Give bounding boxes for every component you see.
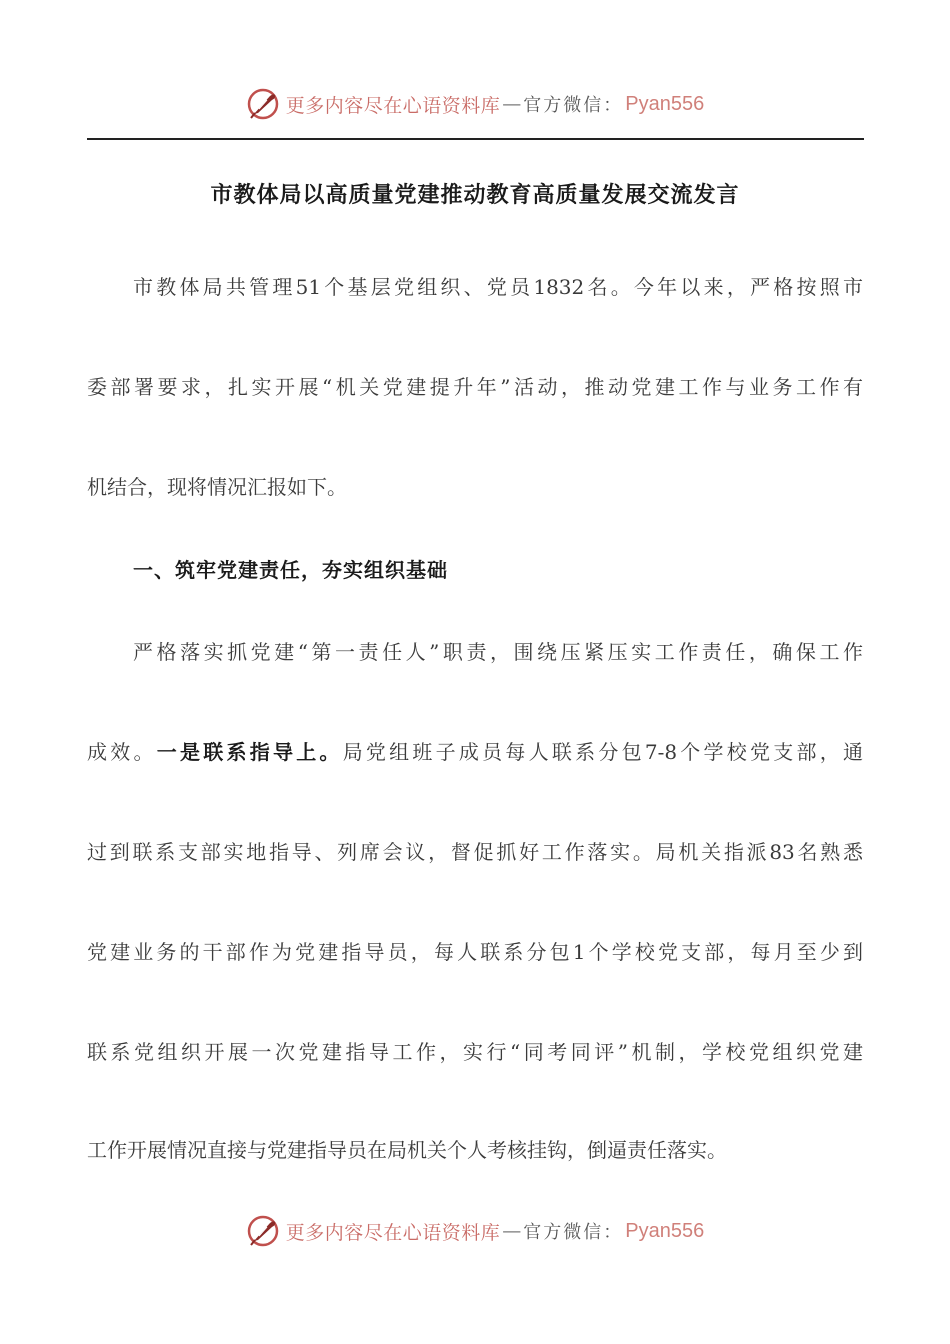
paragraph-line: 严格落实抓党建“第一责任人”职责，围绕压紧压实工作责任，确保工作	[133, 640, 863, 664]
paragraph-line: 委部署要求，扎实开展“机关党建提升年”活动，推动党建工作与业务工作有	[87, 375, 863, 399]
bold-emphasis: 一是联系指导上。	[156, 740, 343, 764]
section-heading: 一、筑牢党建责任，夯实组织基础	[133, 558, 448, 582]
promo-separator: —	[502, 1220, 522, 1242]
header-banner	[0, 84, 950, 124]
wechat-label: 官方微信：	[523, 1222, 624, 1243]
quill-pen-logo-icon	[246, 87, 280, 121]
paragraph-text: 局党组班子成员每人联系分包7-8个学校党支部，通	[342, 740, 864, 764]
paragraph-line: 过到联系支部实地指导、列席会议，督促抓好工作落实。局机关指派83名熟悉	[87, 840, 863, 864]
promo-separator: —	[502, 93, 522, 115]
wechat-id: Pyan556	[625, 92, 705, 115]
document-title: 市教体局以高质量党建推动教育高质量发展交流发言	[210, 183, 740, 208]
paragraph-line: 联系党组织开展一次党建指导工作，实行“同考同评”机制，学校党组织党建	[87, 1040, 863, 1064]
paragraph-line: 工作开展情况直接与党建指导员在局机关个人考核挂钩，倒逼责任落实。	[87, 1138, 727, 1162]
paragraph-line: 市教体局共管理51个基层党组织、党员1832名。今年以来，严格按照市	[133, 275, 863, 299]
wechat-label: 官方微信：	[523, 95, 624, 116]
paragraph-line	[87, 737, 863, 767]
promo-text: 更多内容尽在心语资料库	[285, 94, 501, 117]
wechat-id: Pyan556	[625, 1219, 705, 1242]
quill-pen-logo-icon	[246, 1214, 280, 1248]
footer-banner	[0, 1211, 950, 1251]
paragraph-line: 党建业务的干部作为党建指导员，每人联系分包1个学校党支部，每月至少到	[87, 940, 863, 964]
header-divider	[87, 138, 864, 140]
paragraph-line: 机结合，现将情况汇报如下。	[87, 475, 347, 499]
promo-text: 更多内容尽在心语资料库	[285, 1221, 501, 1244]
paragraph-text: 成效。	[87, 740, 157, 764]
